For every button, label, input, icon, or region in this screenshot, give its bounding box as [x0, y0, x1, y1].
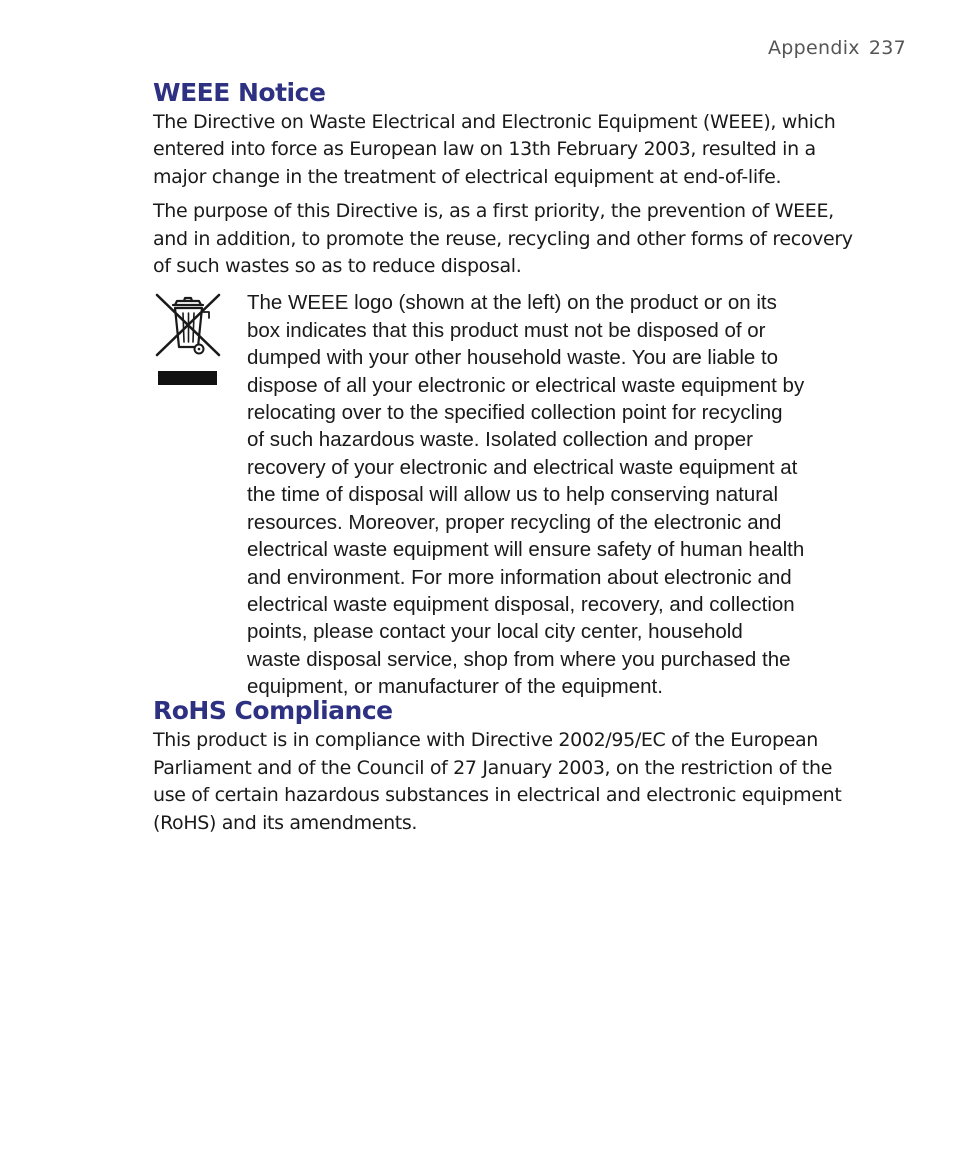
text-line: resources. Moreover, proper recycling of the electronic and [247, 510, 782, 534]
text-line: dispose of all your electronic or electrical waste equipment by [247, 373, 805, 397]
page-number: 237 [868, 37, 906, 59]
running-header-section: Appendix [767, 37, 860, 59]
text-line: points, please contact your local city center, household [247, 620, 743, 644]
text-line: (RoHS) and its amendments. [153, 811, 418, 834]
rohs-paragraph [153, 727, 883, 837]
text-line: The Directive on Waste Electrical and Electronic Equipment (WEEE), which [153, 111, 836, 133]
weee-logo-block [153, 289, 883, 699]
text-line: and in addition, to promote the reuse, recycling and other forms of recovery [153, 227, 853, 250]
crossed-out-wheeled-bin-icon [153, 291, 223, 391]
text-line: box indicates that this product must not be disposed of or [247, 318, 766, 342]
text-line: waste disposal service, shop from where you purchased the [247, 647, 791, 671]
text-line: entered into force as European law on 13th February 2003, resulted in a [153, 138, 816, 161]
rohs-compliance-heading: RoHS Compliance [153, 696, 393, 726]
weee-paragraph-1 [153, 109, 883, 191]
text-line: The purpose of this Directive is, as a first priority, the prevention of WEEE, [153, 200, 834, 223]
text-line: The WEEE logo (shown at the left) on the product or on its [247, 291, 777, 315]
text-line: relocating over to the specified collection point for recycling [247, 401, 783, 425]
text-line: This product is in compliance with Directive 2002/95/EC of the European [153, 729, 818, 752]
text-line: dumped with your other household waste. You are liable to [247, 346, 779, 370]
weee-logo-paragraph [247, 289, 804, 700]
weee-paragraph-2 [153, 198, 883, 280]
text-line: major change in the treatment of electrical equipment at end-of-life. [153, 165, 782, 188]
text-line: of such hazardous waste. Isolated collection and proper [247, 428, 753, 452]
page-content [153, 77, 883, 837]
text-line: use of certain hazardous substances in electrical and electronic equipment [153, 784, 842, 807]
text-line: equipment, or manufacturer of the equipment. [247, 675, 663, 699]
text-line: the time of disposal will allow us to help conserving natural [247, 483, 778, 507]
running-header [768, 37, 906, 59]
text-line: electrical waste equipment disposal, recovery, and collection [247, 592, 795, 616]
weee-notice-heading: WEEE Notice [153, 78, 326, 107]
text-line: of such wastes so as to reduce disposal. [153, 255, 522, 278]
text-line: and environment. For more information about electronic and [247, 565, 792, 589]
text-line: Parliament and of the Council of 27 January 2003, on the restriction of the [153, 756, 833, 779]
text-line: recovery of your electronic and electrical waste equipment at [247, 455, 798, 479]
text-line: electrical waste equipment will ensure safety of human health [247, 538, 805, 562]
